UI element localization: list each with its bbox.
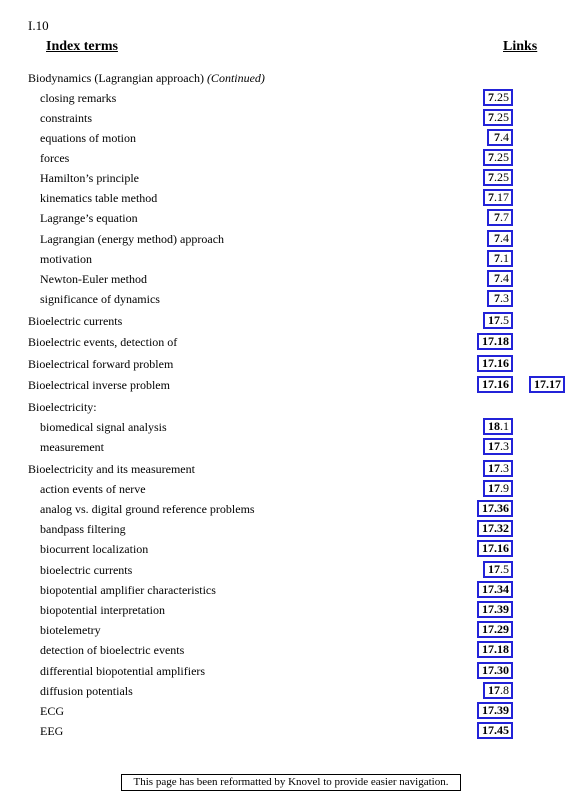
index-term-text: Lagrange’s equation <box>40 211 138 225</box>
link-page-minor: .5 <box>500 313 509 327</box>
index-term-text: biotelemetry <box>40 623 101 637</box>
link-page-major: 7 <box>494 271 500 285</box>
index-term <box>40 684 133 699</box>
page-link[interactable] <box>477 662 513 679</box>
index-entry <box>0 460 581 479</box>
link-page-major: 17.16 <box>482 377 509 391</box>
index-entry <box>0 149 581 168</box>
link-page-major: 17 <box>488 439 500 453</box>
index-entry <box>0 540 581 559</box>
index-term-text: biopotential amplifier characteristics <box>40 583 216 597</box>
page-link[interactable] <box>477 581 513 598</box>
index-term <box>40 563 132 578</box>
link-page-major: 7 <box>494 291 500 305</box>
page-link[interactable] <box>483 149 513 166</box>
index-term <box>40 724 63 739</box>
index-term <box>28 357 173 372</box>
index-term-text: Bioelectrical forward problem <box>28 357 174 371</box>
link-page-major: 17 <box>488 313 500 327</box>
index-term <box>28 71 265 86</box>
page-link[interactable] <box>477 333 513 350</box>
index-term <box>40 171 139 186</box>
index-entry <box>0 398 581 417</box>
link-page-minor: .17 <box>494 190 509 204</box>
page-link[interactable] <box>477 520 513 537</box>
index-term <box>28 400 97 415</box>
page-link[interactable] <box>529 376 565 393</box>
index-term <box>40 482 146 497</box>
link-page-major: 17.29 <box>482 622 509 636</box>
page-link[interactable] <box>477 376 513 393</box>
index-entry <box>0 418 581 437</box>
page-link[interactable] <box>483 438 513 455</box>
page-number: I.10 <box>28 18 49 33</box>
index-entry <box>0 702 581 721</box>
index-entry <box>0 601 581 620</box>
index-term <box>40 111 92 126</box>
page-link[interactable] <box>487 209 513 226</box>
link-page-major: 17 <box>488 481 500 495</box>
page-link[interactable] <box>483 682 513 699</box>
index-term-text: Bioelectricity: <box>28 400 97 414</box>
link-page-major: 17 <box>488 562 500 576</box>
index-term <box>40 704 64 719</box>
index-term-text: measurement <box>40 440 104 454</box>
page-link[interactable] <box>477 702 513 719</box>
link-page-major: 17.18 <box>482 334 509 348</box>
index-term-text: EEG <box>40 724 64 738</box>
index-term-text: diffusion potentials <box>40 684 133 698</box>
link-page-major: 17.39 <box>482 602 509 616</box>
link-page-major: 17 <box>488 461 500 475</box>
index-term-text: biopotential interpretation <box>40 603 165 617</box>
link-page-minor: .3 <box>500 291 509 305</box>
index-entry <box>0 682 581 701</box>
index-entry <box>0 480 581 499</box>
index-term <box>28 378 170 393</box>
link-page-major: 7 <box>488 190 494 204</box>
index-term-text: biomedical signal analysis <box>40 420 167 434</box>
link-page-major: 17.16 <box>482 356 509 370</box>
index-term-text: Newton-Euler method <box>40 272 147 286</box>
index-entry <box>0 722 581 741</box>
page-link[interactable] <box>477 355 513 372</box>
index-term <box>28 314 122 329</box>
index-entry <box>0 355 581 374</box>
index-term <box>28 462 195 477</box>
link-page-major: 7 <box>488 90 494 104</box>
page-link[interactable] <box>477 500 513 517</box>
knovel-footer-note: This page has been reformatted by Knovel to provide easier navigation. <box>121 774 461 791</box>
page-link[interactable] <box>483 460 513 477</box>
index-term-text: Bioelectric currents <box>28 314 123 328</box>
links-header: Links <box>503 39 538 54</box>
link-page-major: 17.30 <box>482 663 509 677</box>
index-entry <box>0 230 581 249</box>
index-term <box>40 272 147 287</box>
index-term-text: differential biopotential amplifiers <box>40 664 206 678</box>
link-page-minor: .4 <box>500 231 509 245</box>
page-link[interactable] <box>477 722 513 739</box>
page-link[interactable] <box>483 169 513 186</box>
index-term <box>40 583 216 598</box>
index-term <box>40 502 255 517</box>
index-term-text: Bioelectric events, detection of <box>28 335 178 349</box>
index-entry <box>0 169 581 188</box>
index-term-text: equations of motion <box>40 131 136 145</box>
link-page-minor: .1 <box>500 419 509 433</box>
page-link[interactable] <box>487 129 513 146</box>
link-page-major: 7 <box>488 110 494 124</box>
index-entry <box>0 500 581 519</box>
index-term <box>40 252 92 267</box>
page-link[interactable] <box>487 250 513 267</box>
index-term-text: bioelectric currents <box>40 563 133 577</box>
index-term <box>40 151 69 166</box>
link-page-minor: .25 <box>494 90 509 104</box>
index-terms-header: Index terms <box>46 39 118 54</box>
link-page-minor: .4 <box>500 130 509 144</box>
page-link[interactable] <box>487 290 513 307</box>
index-entry <box>0 270 581 289</box>
index-term <box>40 603 165 618</box>
index-entry <box>0 290 581 309</box>
index-entry <box>0 333 581 352</box>
index-term <box>40 211 138 226</box>
index-term-text: Bioelectricity and its measurement <box>28 462 195 476</box>
link-page-minor: .9 <box>500 481 509 495</box>
index-term <box>40 91 116 106</box>
link-page-major: 7 <box>494 231 500 245</box>
index-term <box>40 522 126 537</box>
page-link[interactable] <box>483 480 513 497</box>
link-page-major: 17.34 <box>482 582 509 596</box>
link-page-minor: .25 <box>494 110 509 124</box>
page-link[interactable] <box>477 621 513 638</box>
index-term-text: Hamilton’s principle <box>40 171 139 185</box>
index-term-text: forces <box>40 151 70 165</box>
link-page-major: 7 <box>488 170 494 184</box>
index-entry <box>0 89 581 108</box>
index-term-text: Lagrangian (energy method) approach <box>40 232 225 246</box>
page-link[interactable] <box>487 230 513 247</box>
index-term-text: analog vs. digital ground reference problems <box>40 502 255 516</box>
link-page-minor: .5 <box>500 562 509 576</box>
link-page-minor: .3 <box>500 461 509 475</box>
index-term <box>40 623 101 638</box>
index-entry <box>0 561 581 580</box>
link-page-major: 17 <box>488 683 500 697</box>
index-term <box>40 232 224 247</box>
page-link[interactable] <box>483 189 513 206</box>
index-term-text: bandpass filtering <box>40 522 126 536</box>
index-term-text: ECG <box>40 704 64 718</box>
index-term <box>40 292 160 307</box>
index-term <box>40 542 148 557</box>
index-entry <box>0 109 581 128</box>
index-term <box>28 335 177 350</box>
page-link[interactable] <box>477 601 513 618</box>
index-term <box>40 420 167 435</box>
page-link[interactable] <box>483 312 513 329</box>
index-term <box>40 131 136 146</box>
link-page-major: 7 <box>488 150 494 164</box>
index-entry <box>0 520 581 539</box>
index-term-text: Biodynamics (Lagrangian approach) <box>28 71 204 85</box>
index-entry <box>0 438 581 457</box>
link-page-minor: .3 <box>500 439 509 453</box>
index-entry <box>0 621 581 640</box>
index-entry <box>0 189 581 208</box>
link-page-major: 17.17 <box>534 377 561 391</box>
index-entry <box>0 250 581 269</box>
link-page-minor: .4 <box>500 271 509 285</box>
page-link[interactable] <box>487 270 513 287</box>
page-link[interactable] <box>483 109 513 126</box>
index-term-text: significance of dynamics <box>40 292 160 306</box>
link-page-major: 7 <box>494 130 500 144</box>
index-term-text: action events of nerve <box>40 482 146 496</box>
index-entry <box>0 662 581 681</box>
index-entry <box>0 376 581 395</box>
link-page-major: 17.45 <box>482 723 509 737</box>
link-page-major: 18 <box>488 419 500 433</box>
index-term <box>40 191 157 206</box>
link-page-minor: .7 <box>500 210 509 224</box>
index-term-text: biocurrent localization <box>40 542 149 556</box>
link-page-major: 7 <box>494 251 500 265</box>
link-page-major: 17.39 <box>482 703 509 717</box>
link-page-major: 17.16 <box>482 541 509 555</box>
index-entry <box>0 581 581 600</box>
link-page-major: 17.18 <box>482 642 509 656</box>
index-term-text: motivation <box>40 252 92 266</box>
link-page-major: 7 <box>494 210 500 224</box>
link-page-minor: .8 <box>500 683 509 697</box>
page-link[interactable] <box>483 418 513 435</box>
link-page-minor: .25 <box>494 150 509 164</box>
index-entry <box>0 641 581 660</box>
link-page-minor: .25 <box>494 170 509 184</box>
link-page-major: 17.32 <box>482 521 509 535</box>
link-page-major: 17.36 <box>482 501 509 515</box>
page-link[interactable] <box>477 641 513 658</box>
index-term-text: Bioelectrical inverse problem <box>28 378 170 392</box>
index-entry <box>0 129 581 148</box>
index-entry <box>0 69 581 88</box>
index-term-text: closing remarks <box>40 91 117 105</box>
page-link[interactable] <box>483 561 513 578</box>
index-term <box>40 440 104 455</box>
index-term <box>40 664 205 679</box>
index-term-text: detection of bioelectric events <box>40 643 185 657</box>
index-entry <box>0 312 581 331</box>
index-term <box>40 643 184 658</box>
index-term-text: constraints <box>40 111 92 125</box>
link-page-minor: .1 <box>500 251 509 265</box>
page-link[interactable] <box>477 540 513 557</box>
continued-note: (Continued) <box>206 71 265 85</box>
index-entry <box>0 209 581 228</box>
index-term-text: kinematics table method <box>40 191 158 205</box>
page-link[interactable] <box>483 89 513 106</box>
